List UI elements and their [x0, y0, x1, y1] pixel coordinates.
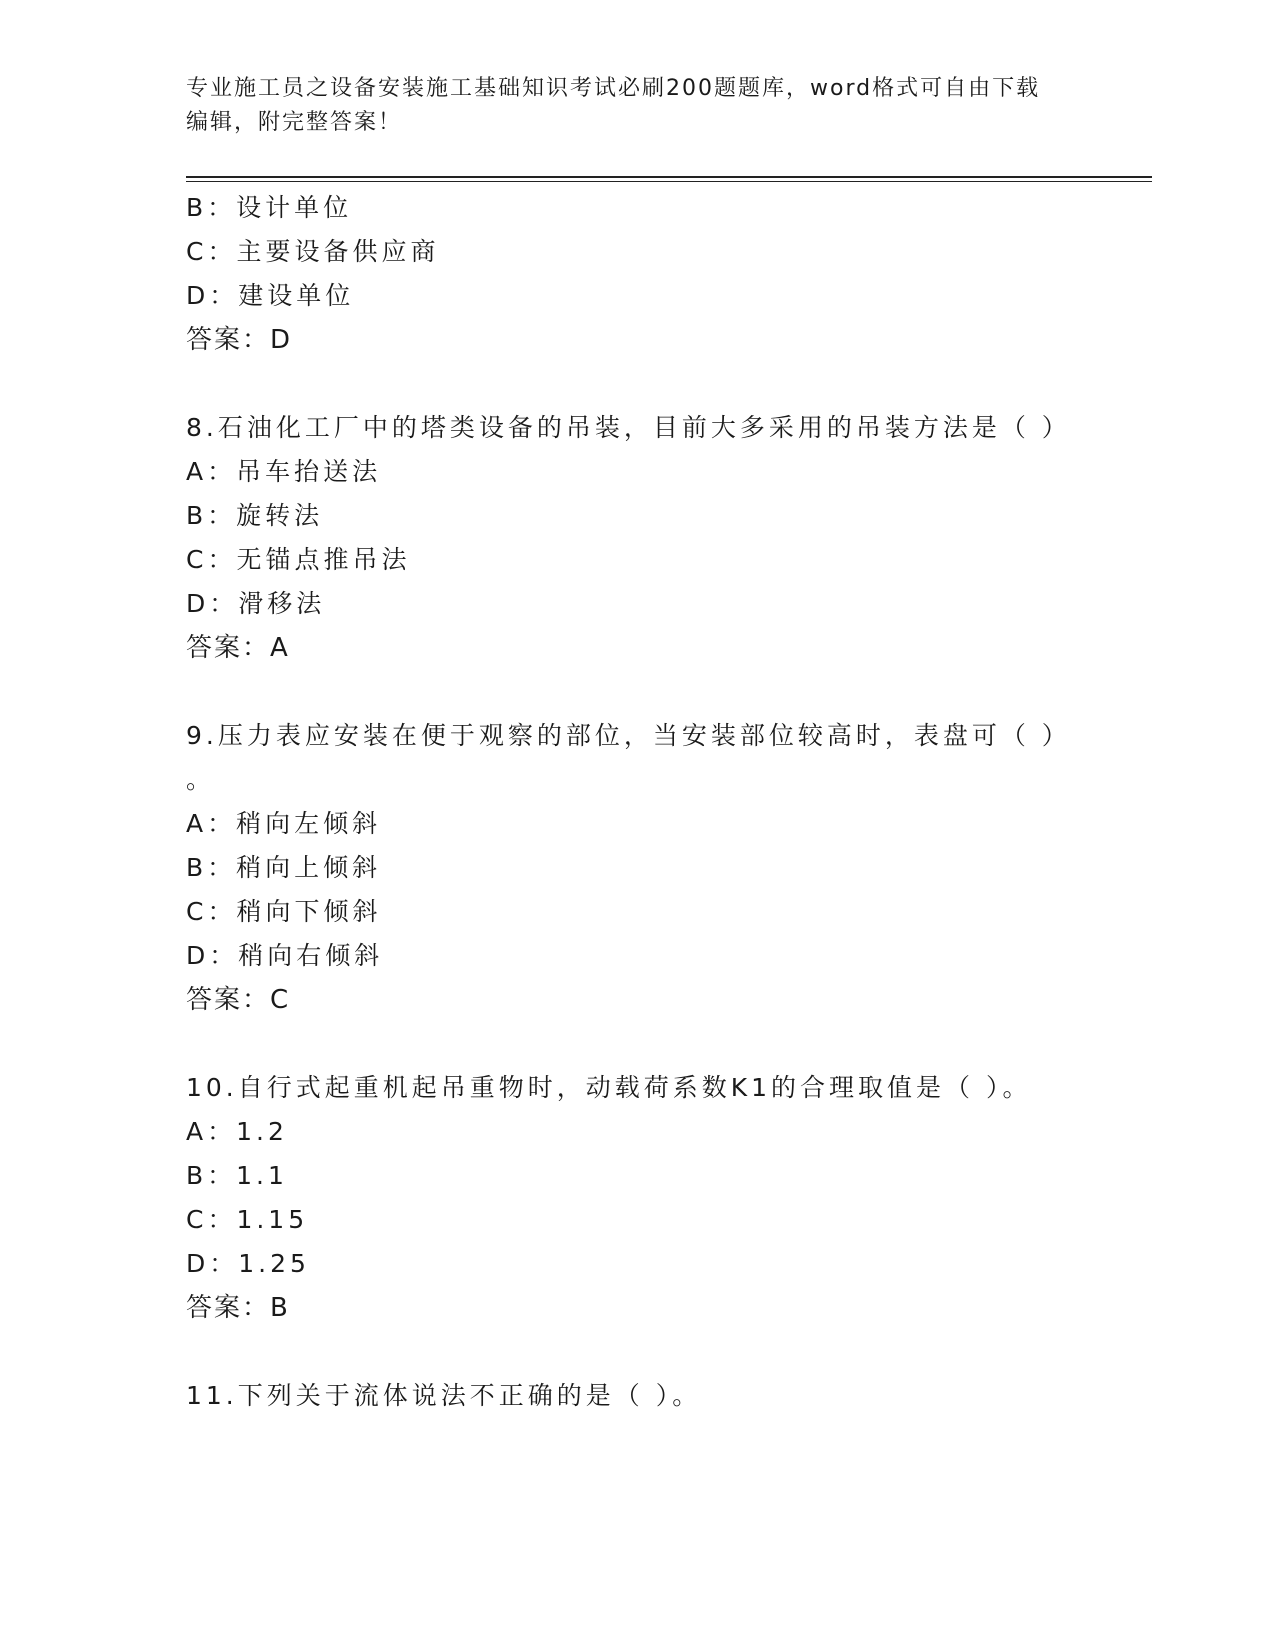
q8-option-c: C：无锚点推吊法 [186, 545, 411, 574]
q9-option-d: D：稍向右倾斜 [186, 941, 384, 970]
q7-answer: 答案：D [186, 325, 293, 355]
header-divider-thin [186, 181, 1152, 182]
q9-option-a: A：稍向左倾斜 [186, 809, 382, 838]
q8-option-b: B：旋转法 [186, 501, 324, 530]
q8-option-d: D：滑移法 [186, 589, 326, 618]
q9-option-b: B：稍向上倾斜 [186, 853, 382, 882]
header-divider-thick [186, 176, 1152, 178]
q8-question: 8.石油化工厂中的塔类设备的吊装，目前大多采用的吊装方法是（ ） [186, 413, 1071, 442]
q7-option-c: C：主要设备供应商 [186, 237, 440, 266]
header-title-line-1: 专业施工员之设备安装施工基础知识考试必刷200题题库，word格式可自由下载 [186, 76, 1041, 101]
q10-question: 10.自行式起重机起吊重物时，动载荷系数K1的合理取值是（ ）。 [186, 1073, 1032, 1102]
q9-answer: 答案：C [186, 985, 291, 1015]
q10-option-c: C：1.15 [186, 1205, 309, 1234]
q10-option-b: B：1.1 [186, 1161, 288, 1190]
q8-answer: 答案：A [186, 633, 290, 663]
q9-question-continuation: 。 [186, 765, 216, 794]
q9-option-c: C：稍向下倾斜 [186, 897, 382, 926]
q11-question: 11.下列关于流体说法不正确的是（ ）。 [186, 1381, 702, 1410]
q7-option-b: B：设计单位 [186, 193, 353, 222]
q7-option-d: D：建设单位 [186, 281, 355, 310]
q10-option-a: A：1.2 [186, 1117, 288, 1146]
q9-question: 9.压力表应安装在便于观察的部位，当安装部位较高时，表盘可（ ） [186, 721, 1071, 750]
q10-option-d: D：1.25 [186, 1249, 310, 1278]
document-header [186, 72, 1066, 140]
q8-option-a: A：吊车抬送法 [186, 457, 382, 486]
header-title-line-2: 编辑，附完整答案！ [186, 110, 403, 135]
q10-answer: 答案：B [186, 1293, 290, 1323]
